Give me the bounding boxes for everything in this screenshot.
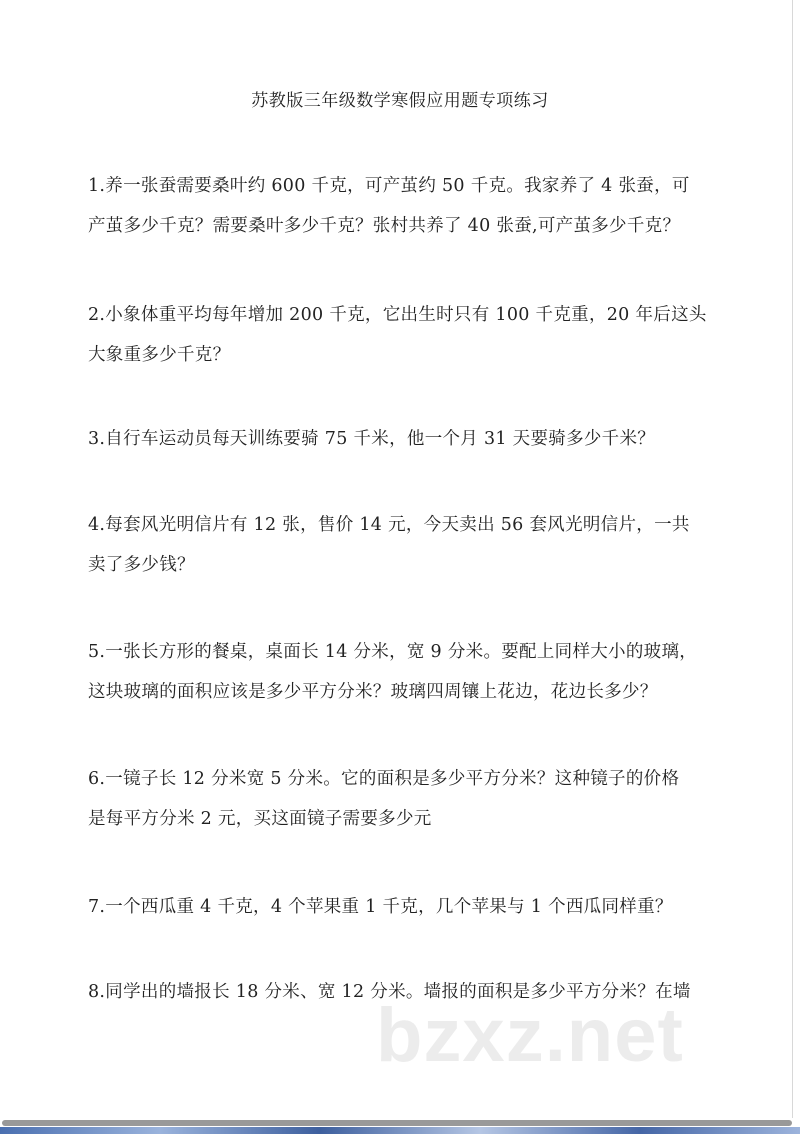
question-6-line-2: 是每平方分米 2 元，买这面镜子需要多少元 — [88, 809, 432, 829]
question-8-line-1: 8.同学出的墙报长 18 分米、宽 12 分米。墙报的面积是多少平方分米？在墙 — [88, 982, 691, 1002]
question-6-line-1: 6.一镜子长 12 分米宽 5 分米。它的面积是多少平方分米？这种镜子的价格 — [88, 769, 680, 789]
question-1-line-1: 1.养一张蚕需要桑叶约 600 千克，可产茧约 50 千克。我家养了 4 张蚕，可 — [88, 176, 690, 196]
question-5-line-2: 这块玻璃的面积应该是多少平方分米？玻璃四周镶上花边，花边长多少？ — [88, 682, 658, 702]
horizontal-scrollbar[interactable] — [2, 1120, 792, 1126]
question-2-line-2: 大象重多少千克？ — [88, 345, 231, 365]
question-4-line-1: 4.每套风光明信片有 12 张，售价 14 元，今天卖出 56 套风光明信片，一共 — [88, 515, 690, 535]
question-3-line-1: 3.自行车运动员每天训练要骑 75 千米，他一个月 31 天要骑多少千米？ — [88, 429, 656, 449]
question-1-line-2: 产茧多少千克？需要桑叶多少千克？张村共养了 40 张蚕,可产茧多少千克？ — [88, 216, 681, 236]
question-7-line-1: 7.一个西瓜重 4 千克，4 个苹果重 1 千克，几个苹果与 1 个西瓜同样重？ — [88, 897, 673, 917]
question-5-line-1: 5.一张长方形的餐桌，桌面长 14 分米，宽 9 分米。要配上同样大小的玻璃， — [88, 642, 698, 662]
question-2-line-1: 2.小象体重平均每年增加 200 千克，它出生时只有 100 千克重，20 年后这头 — [88, 305, 707, 325]
background-pattern-strip — [0, 1127, 800, 1134]
watermark: bzxz.net — [376, 993, 684, 1078]
question-4-line-2: 卖了多少钱？ — [88, 555, 195, 575]
page-title: 苏教版三年级数学寒假应用题专项练习 — [251, 91, 549, 111]
